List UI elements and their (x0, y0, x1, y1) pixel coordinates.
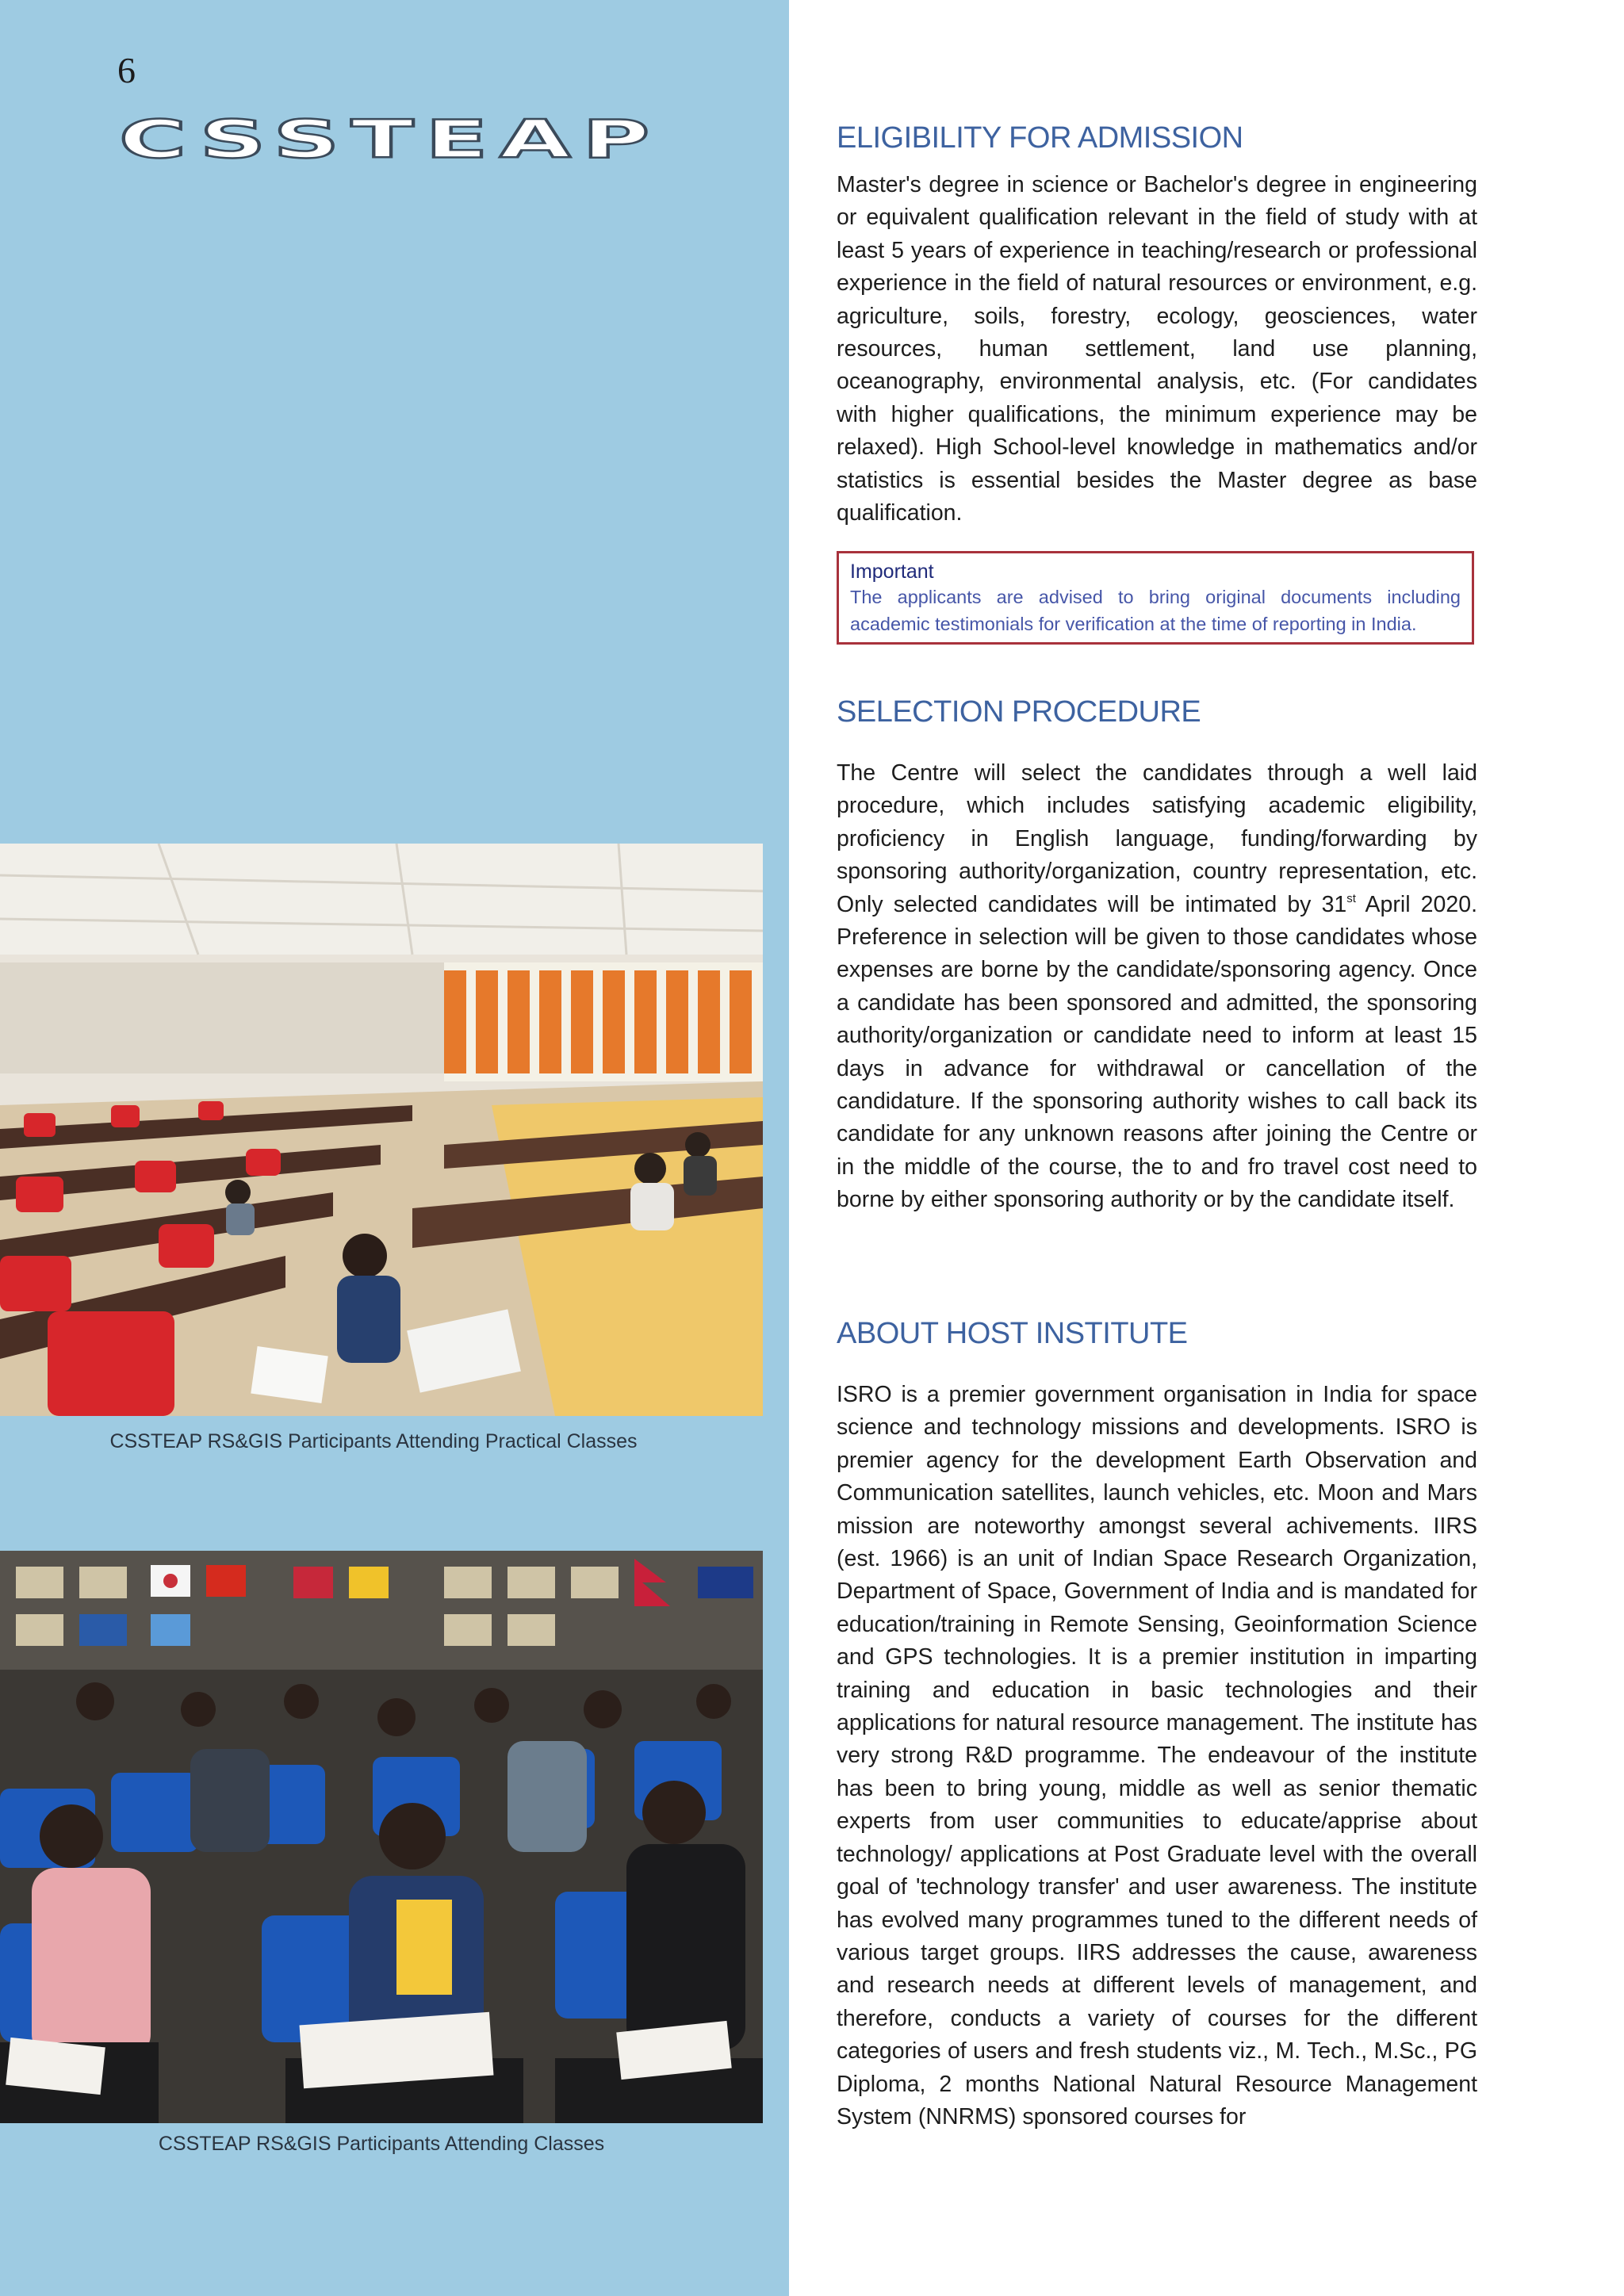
selection-text-part-2: April 2020. Preference in selection will be given to those candidates whose expenses are borne by the candidate/sponsoring agency. Once a candidate has been sponsored and admitted, the sponsoring authority/organization or candidate need to inform at least 15 days in advance for withdrawal or cancellation of the candidature. If the sponsoring authority wishes to call back its candidate for any unknown reasons after joining the Centre or in the middle of the course, the to and fro travel cost need to borne by either sponsoring authority or by the candidate itself. (837, 891, 1477, 1213)
caption-classes: CSSTEAP RS&GIS Participants Attending Classes (158, 2133, 605, 2155)
host-heading: ABOUT HOST INSTITUTE (837, 1317, 1188, 1350)
eligibility-paragraph: Master's degree in science or Bachelor's degree in engineering or equivalent qualification relevant in the field of study with at least 5 years of experience in teaching/research or professional experience in the field of natural resources or environment, e.g. agriculture, soils, forestry, ecology, geosciences, water resources, human settlement, land use planning, oceanography, environmental analysis, etc. (For candidates with higher qualifications, the minimum experience may be relaxed). High School-level knowledge in mathematics and/or statistics is essential besides the Master degree as base qualification. (837, 172, 1477, 526)
page-number: 6 (117, 50, 136, 90)
selection-text-part-1: The Centre will select the candidates through a well laid procedure, which includes satisfying academic eligibility, proficiency in English language, funding/forwarding by sponsoring authority/organization, country representation, etc. Only selected candidates will be intimated by 31 (837, 760, 1477, 917)
host-paragraph: ISRO is a premier government organisation in India for space science and technology missions and developments. ISRO is premier agency for the development Earth Observation and Communication satellites, launch vehicles, etc. Moon and Mars mission are noteworthy amongst several achivements. IIRS (est. 1966) is an unit of Indian Space Research Organization, Department of Space, Government of India and is mandated for education/training in Remote Sensing, Geoinformation Science and GPS technologies. It is a premier institution in imparting training and education in basic technologies and their applications for natural resource management. The institute has very strong R&D programme. The endeavour of the institute has been to bring young, middle as well as senior thematic experts from user communities to educate/apprise about technology/ applications at Post Graduate level with the overall goal of 'technology transfer' and user awareness. The institute has evolved many programmes tuned to the different needs of various target groups. IIRS addresses the cause, awareness and research needs at different levels of management, and therefore, conducts a variety of courses for the different categories of users and fresh students viz., M. Tech., M.Sc., PG Diploma, 2 months National Natural Resource Management System (NNRMS) sponsored courses for (837, 1382, 1477, 2130)
caption-practical-classes: CSSTEAP RS&GIS Participants Attending Practical Classes (109, 1430, 638, 1452)
eligibility-heading: ELIGIBILITY FOR ADMISSION (837, 121, 1243, 155)
important-title: Important (850, 561, 934, 583)
important-notice (837, 551, 1474, 645)
photo-classes (0, 1551, 763, 2123)
cssteap-logo: CSSTEAP (119, 109, 661, 170)
important-body: The applicants are advised to bring original documents including academic testimonials for verification at the time of reporting in India. (850, 587, 1461, 634)
selection-heading: SELECTION PROCEDURE (837, 695, 1201, 729)
photo-practical-classes (0, 844, 763, 1416)
selection-superscript: st (1346, 891, 1356, 905)
selection-paragraph (837, 757, 1477, 1217)
